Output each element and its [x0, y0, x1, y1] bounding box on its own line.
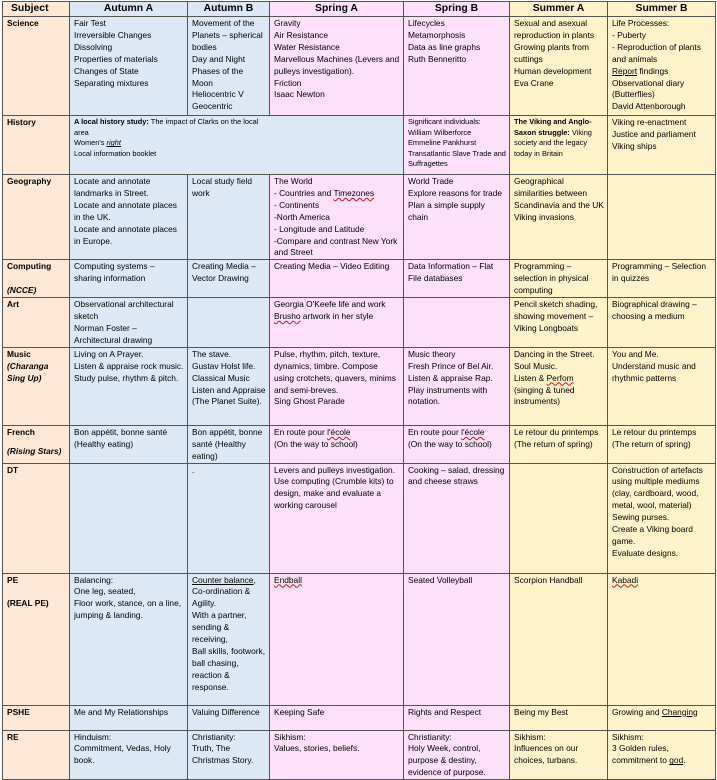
curriculum-table [2, 1, 716, 780]
re-autumn-b: Christianity: Truth, The Christmas Story. [188, 730, 270, 780]
pe-summer-b [608, 573, 716, 705]
science-autumn-a: Fair Test Irreversible Changes Dissolving Properties of materials Changes of State Separating mixtures [70, 17, 188, 116]
row-computing [3, 260, 716, 298]
pe-spring-a [270, 573, 404, 705]
subject-name: Music [7, 348, 31, 359]
text-fragment: Georgia O'Keefe life and work [274, 299, 386, 310]
computing-summer-a: Programming – selection in physical computing [510, 260, 608, 298]
subject-cell [3, 17, 70, 116]
text-fragment: l'école [461, 426, 485, 437]
row-pshe [3, 705, 716, 730]
text-fragment: right [106, 138, 121, 148]
text-fragment: artwork in her style [300, 311, 374, 322]
science-autumn-b: Movement of the Planets – spherical bodies Day and Night Phases of the Moon Heliocentric V Geocentric [188, 17, 270, 116]
french-summer-b: Le retour du printemps (The return of spring) [608, 425, 716, 463]
subject-cell [3, 730, 70, 780]
text-fragment: Local information booklet [74, 148, 157, 158]
science-summer-a: Sexual and asexual reproduction in plants Growing plants from cuttings Human development Eva Crane [510, 17, 608, 116]
computing-spring-a: Creating Media – Video Editing [270, 260, 404, 298]
history-autumn-a [70, 116, 404, 175]
text-fragment: Viking society and the legacy today in Britain [514, 127, 592, 158]
text-fragment: Co-ordination & Agility. With a partner, sending & receiving, Ball skills, footwork, ball chasing, reaction & response. [192, 586, 266, 692]
music-summer-b: You and Me. Understand music and rhythmic patterns [608, 347, 716, 425]
dt-spring-a: Levers and pulleys investigation. Use computing (Crumble kits) to design, make and evaluate a working carousel [270, 463, 404, 573]
history-summer-a [510, 116, 608, 175]
art-autumn-b [188, 298, 270, 348]
text-fragment: Life Processes: - Puberty - Reproduction of plants and animals [612, 18, 701, 64]
subject-cell [3, 573, 70, 705]
french-autumn-a: Bon appétit, bonne santé (Healthy eating) [70, 425, 188, 463]
subject-cell [3, 463, 70, 573]
text-fragment: Kabadi [612, 574, 639, 585]
computing-autumn-a: Computing systems – sharing information [70, 260, 188, 298]
pe-autumn-a: Balancing: One leg, seated, Floor work, stance, on a line, jumping & landing. [70, 573, 188, 705]
text-fragment: The impact of Clarks on the local area [74, 117, 259, 137]
french-summer-a: Le retour du printemps (The return of spring) [510, 425, 608, 463]
text-fragment: Endball [274, 574, 302, 585]
subject-name: RE [7, 731, 19, 742]
subject-name: History [7, 117, 36, 127]
music-autumn-a: Living on A Prayer. Listen & appraise rock music. Study pulse, rhythm & pitch. [70, 347, 188, 425]
text-fragment: (On the way to school) [274, 438, 358, 449]
pshe-summer-a: Being my Best [510, 705, 608, 730]
text-fragment: Significant individuals: William Wilberforce Emmeline Pankhurst Transatlantic Slave Trade and Suffragettes [408, 117, 506, 169]
subject-subtitle: (NCCE) [7, 285, 37, 296]
subject-subtitle: (REAL PE) [7, 598, 49, 609]
text-fragment: En route pour [274, 426, 328, 437]
header-subject: Subject [3, 2, 70, 17]
header-autumn-a: Autumn A [70, 2, 188, 17]
dt-autumn-a [70, 463, 188, 573]
text-fragment: Counter balance, [192, 574, 256, 585]
subject-name: Art [7, 299, 20, 310]
subject-name: PSHE [7, 706, 30, 717]
subject-cell [3, 425, 70, 463]
text-fragment: . [683, 755, 686, 766]
subject-cell [3, 260, 70, 298]
art-summer-b: Biographical drawing – choosing a medium [608, 298, 716, 348]
subject-subtitle: (Charanga Sing Up) [7, 360, 49, 383]
subject-name: French [7, 426, 35, 437]
subject-name: Computing [7, 261, 52, 272]
geography-summer-b [608, 175, 716, 260]
music-summer-a [510, 347, 608, 425]
pe-autumn-b [188, 573, 270, 705]
subject-name: Science [7, 18, 39, 28]
re-spring-a: Sikhism: Values, stories, beliefs. [270, 730, 404, 780]
subject-cell [3, 705, 70, 730]
header-spring-a: Spring A [270, 2, 404, 17]
science-spring-b: Lifecycles Metamorphosis Data as line graphs Ruth Benneritto [404, 17, 510, 116]
subject-cell [3, 347, 70, 425]
pshe-summer-b [608, 705, 716, 730]
dt-spring-b: Cooking – salad, dressing and cheese straws [404, 463, 510, 573]
header-row [3, 2, 716, 17]
header-summer-a: Summer A [510, 2, 608, 17]
text-fragment: A local history study: [74, 117, 149, 126]
geography-autumn-b: Local study field work [188, 175, 270, 260]
art-spring-b [404, 298, 510, 348]
text-fragment: Changing [661, 706, 698, 717]
text-fragment: (On the way to school) [408, 438, 492, 449]
text-fragment: Growing and [612, 706, 662, 717]
row-re [3, 730, 716, 780]
history-summer-b: Viking re-enactment Justice and parliament Viking ships [608, 116, 716, 175]
geography-spring-b: World Trade Explore reasons for trade Plan a simple supply chain [404, 175, 510, 260]
subject-cell [3, 175, 70, 260]
pshe-autumn-b: Valuing Difference [188, 705, 270, 730]
row-science [3, 17, 716, 116]
art-summer-a: Pencil sketch shading, showing movement – Viking Longboats [510, 298, 608, 348]
text-fragment: Sikhism: 3 Golden rules, commitment to [612, 731, 669, 766]
science-summer-b [608, 17, 716, 116]
text-fragment: l'école [327, 426, 351, 437]
header-autumn-b: Autumn B [188, 2, 270, 17]
row-french [3, 425, 716, 463]
text-fragment: - Continents -North America - Longitude and Latitude -Compare and contrast New York and Street [274, 199, 398, 258]
text-fragment: The World - Countries and [274, 176, 332, 198]
subject-name: Geography [7, 176, 52, 186]
geography-summer-a: Geographical similarities between Scandinavia and the UK Viking invasions [510, 175, 608, 260]
music-spring-b: Music theory Fresh Prince of Bel Air. Listen & appraise Rap. Play instruments with notation. [404, 347, 510, 425]
text-fragment: Timezones [333, 187, 375, 198]
header-spring-b: Spring B [404, 2, 510, 17]
row-art [3, 298, 716, 348]
text-fragment: Perfom [546, 372, 574, 383]
pe-summer-a: Scorpion Handball [510, 573, 608, 705]
pshe-autumn-a: Me and My Relationships [70, 705, 188, 730]
music-spring-a: Pulse, rhythm, pitch, texture, dynamics, timbre. Compose using crotchets, quavers, minims and semi-breves. Sing Ghost Parade [270, 347, 404, 425]
text-fragment: Report [612, 65, 638, 76]
subject-cell [3, 116, 70, 175]
music-autumn-b: The stave. Gustav Holst life. Classical Music Listen and Appraise (The Planet Suite). [188, 347, 270, 425]
text-fragment: Dancing in the Street. Soul Music. Listen & [514, 348, 595, 383]
text-fragment: En route pour [408, 426, 462, 437]
subject-name: PE [7, 574, 19, 585]
row-music [3, 347, 716, 425]
french-spring-b [404, 425, 510, 463]
re-spring-b: Christianity: Holy Week, control, purpose & destiny, evidence of purpose. [404, 730, 510, 780]
text-fragment: Women's [74, 138, 107, 148]
text-fragment: The Viking and Anglo-Saxon struggle: [514, 117, 592, 137]
computing-spring-b: Data Information – Flat File databases [404, 260, 510, 298]
subject-subtitle: (Rising Stars) [7, 445, 62, 456]
text-fragment: god [669, 755, 684, 766]
re-autumn-a: Hinduism: Commitment, Vedas, Holy book. [70, 730, 188, 780]
dt-summer-b: Construction of artefacts using multiple mediums (clay, cardboard, wood, metal, wool, material) Sewing purses. Create a Viking board game. Evaluate designs. [608, 463, 716, 573]
subject-name: DT [7, 464, 19, 475]
subject-cell [3, 298, 70, 348]
text-fragment: (singing & tuned instruments) [514, 384, 575, 407]
text-fragment: findings Observational diary (Butterflies) David Attenborough [612, 65, 686, 112]
pe-spring-b: Seated Volleyball [404, 573, 510, 705]
computing-summer-b: Programming – Selection in quizzes [608, 260, 716, 298]
row-dt [3, 463, 716, 573]
re-summer-b [608, 730, 716, 780]
dt-summer-a [510, 463, 608, 573]
text-fragment: Brusho [274, 311, 301, 322]
art-autumn-a: Observational architectural sketch Norman Foster – Architectural drawing [70, 298, 188, 348]
pshe-spring-a: Keeping Safe [270, 705, 404, 730]
history-spring-b [404, 116, 510, 175]
art-spring-a [270, 298, 404, 348]
science-spring-a: Gravity Air Resistance Water Resistance Marvellous Machines (Levers and pulleys investigation). Friction Isaac Newton [270, 17, 404, 116]
header-summer-b: Summer B [608, 2, 716, 17]
pshe-spring-b: Rights and Respect [404, 705, 510, 730]
row-geography [3, 175, 716, 260]
geography-autumn-a: Locate and annotate landmarks in Street. Locate and annotate places in the UK. Locate and annotate places in Europe. [70, 175, 188, 260]
row-pe [3, 573, 716, 705]
geography-spring-a [270, 175, 404, 260]
computing-autumn-b: Creating Media – Vector Drawing [188, 260, 270, 298]
re-summer-a: Sikhism: Influences on our choices, turbans. [510, 730, 608, 780]
french-autumn-b: Bon appétit, bonne santé (Healthy eating) [188, 425, 270, 463]
french-spring-a [270, 425, 404, 463]
dt-autumn-b: . [188, 463, 270, 573]
row-history [3, 116, 716, 175]
